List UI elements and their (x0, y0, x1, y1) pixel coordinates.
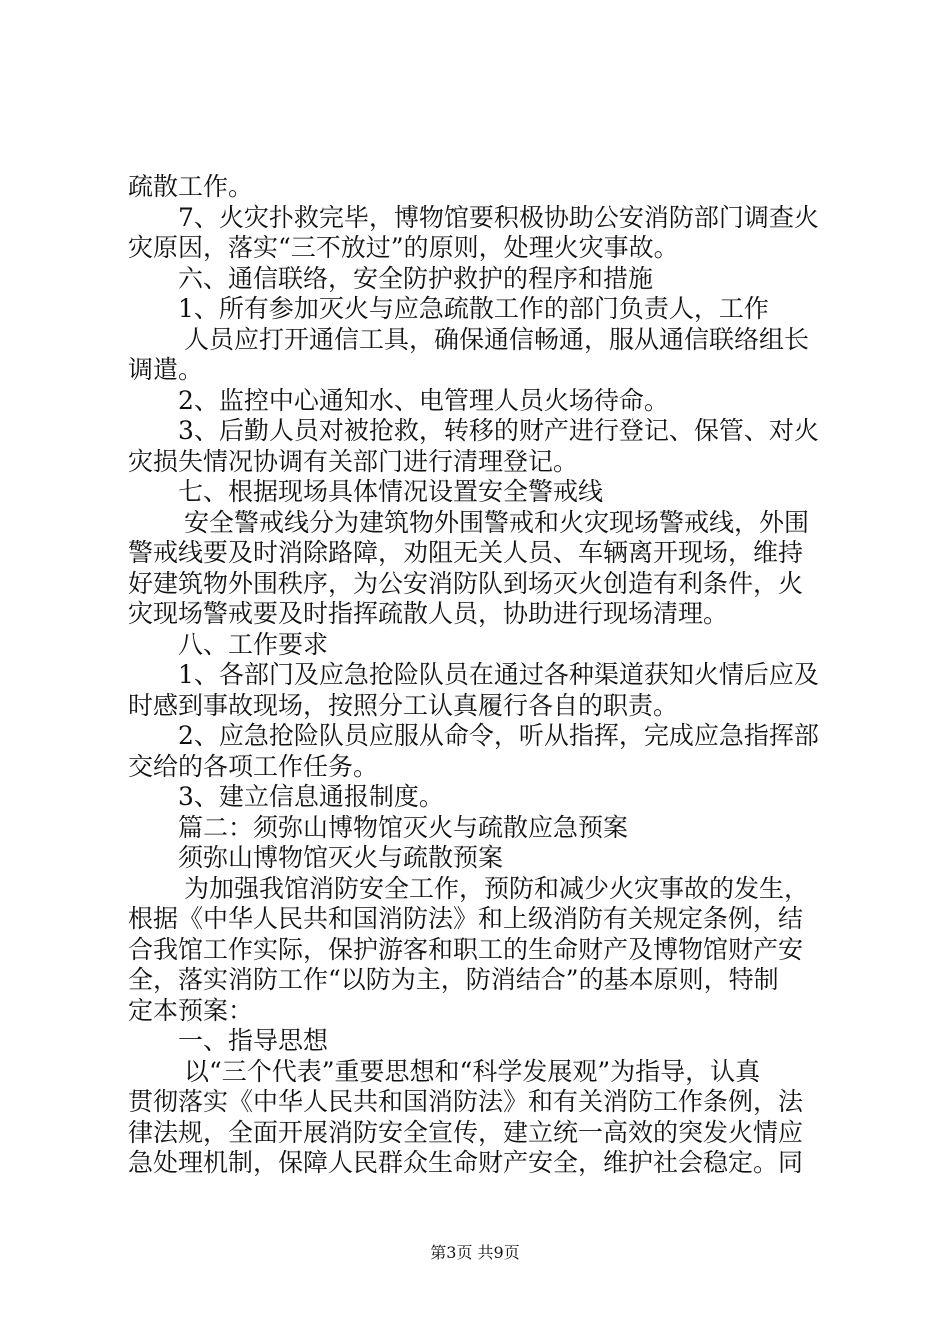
text-line: 合我馆工作实际，保护游客和职工的生命财产及博物馆财产安 (128, 934, 804, 964)
text-line: 时感到事故现场，按照分工认真履行各自的职责。 (128, 690, 679, 720)
text-line: 灾现场警戒要及时指挥疏散人员，协助进行现场清理。 (128, 599, 729, 628)
text-line: 疏散工作。 (128, 172, 254, 201)
text-line: 3、建立信息通报制度。 (178, 782, 444, 811)
text-line: 八、工作要求 (178, 629, 329, 659)
text-line: 人员应打开通信工具，确保通信畅通，服从通信联络组长 (184, 324, 810, 354)
text-line: 3、后勤人员对被抢救，转移的财产进行登记、保管、对火 (178, 416, 819, 445)
text-line: 篇二：须弥山博物馆灭火与疏散应急预案 (178, 812, 629, 842)
text-line: 七、根据现场具体情况设置安全警戒线 (178, 477, 604, 506)
text-line: 定本预案： (128, 995, 254, 1025)
text-line: 根据《中华人民共和国消防法》和上级消防有关规定条例，结 (128, 904, 804, 933)
text-line: 2、监控中心通知水、电管理人员火场待命。 (178, 385, 669, 415)
text-line: 律法规，全面开展消防安全宣传，建立统一高效的突发火情应 (128, 1117, 804, 1147)
text-line: 灾原因，落实“三不放过”的原则，处理火灾事故。 (128, 233, 679, 262)
text-line: 安全警戒线分为建筑物外围警戒和火灾现场警戒线，外围 (184, 507, 810, 537)
text-line: 警戒线要及时消除路障，劝阻无关人员、车辆离开现场，维持 (128, 538, 804, 567)
text-line: 1、各部门及应急抢险队员在通过各种渠道获知火情后应及 (178, 660, 819, 689)
text-line: 7、火灾扑救完毕，博物馆要积极协助公安消防部门调查火 (178, 202, 819, 232)
document-body (128, 172, 828, 1179)
text-line: 一、指导思想 (178, 1026, 329, 1055)
text-line: 交给的各项工作任务。 (128, 751, 379, 781)
text-line: 为加强我馆消防安全工作，预防和减少火灾事故的发生， (184, 873, 810, 903)
text-line: 好建筑物外围秩序，为公安消防队到场灭火创造有利条件，火 (128, 568, 804, 598)
text-line: 须弥山博物馆灭火与疏散预案 (178, 843, 504, 872)
text-line: 1、所有参加灭火与应急疏散工作的部门负责人，工作 (178, 294, 769, 323)
text-line: 贯彻落实《中华人民共和国消防法》和有关消防工作条例，法 (128, 1087, 804, 1116)
text-line: 2、应急抢险队员应服从命令，听从指挥，完成应急指挥部 (178, 721, 819, 750)
text-line: 灾损失情况协调有关部门进行清理登记。 (128, 446, 579, 476)
text-line: 全，落实消防工作“以防为主，防消结合”的基本原则，特制 (128, 965, 779, 994)
text-line: 以“三个代表”重要思想和“科学发展观”为指导，认真 (184, 1056, 761, 1086)
text-line: 急处理机制，保障人民群众生命财产安全，维护社会稳定。同 (128, 1148, 804, 1177)
text-line: 六、通信联络，安全防护救护的程序和措施 (178, 263, 654, 293)
page-footer: 第3页 共9页 (430, 1243, 520, 1262)
text-line: 调遣。 (128, 355, 204, 384)
